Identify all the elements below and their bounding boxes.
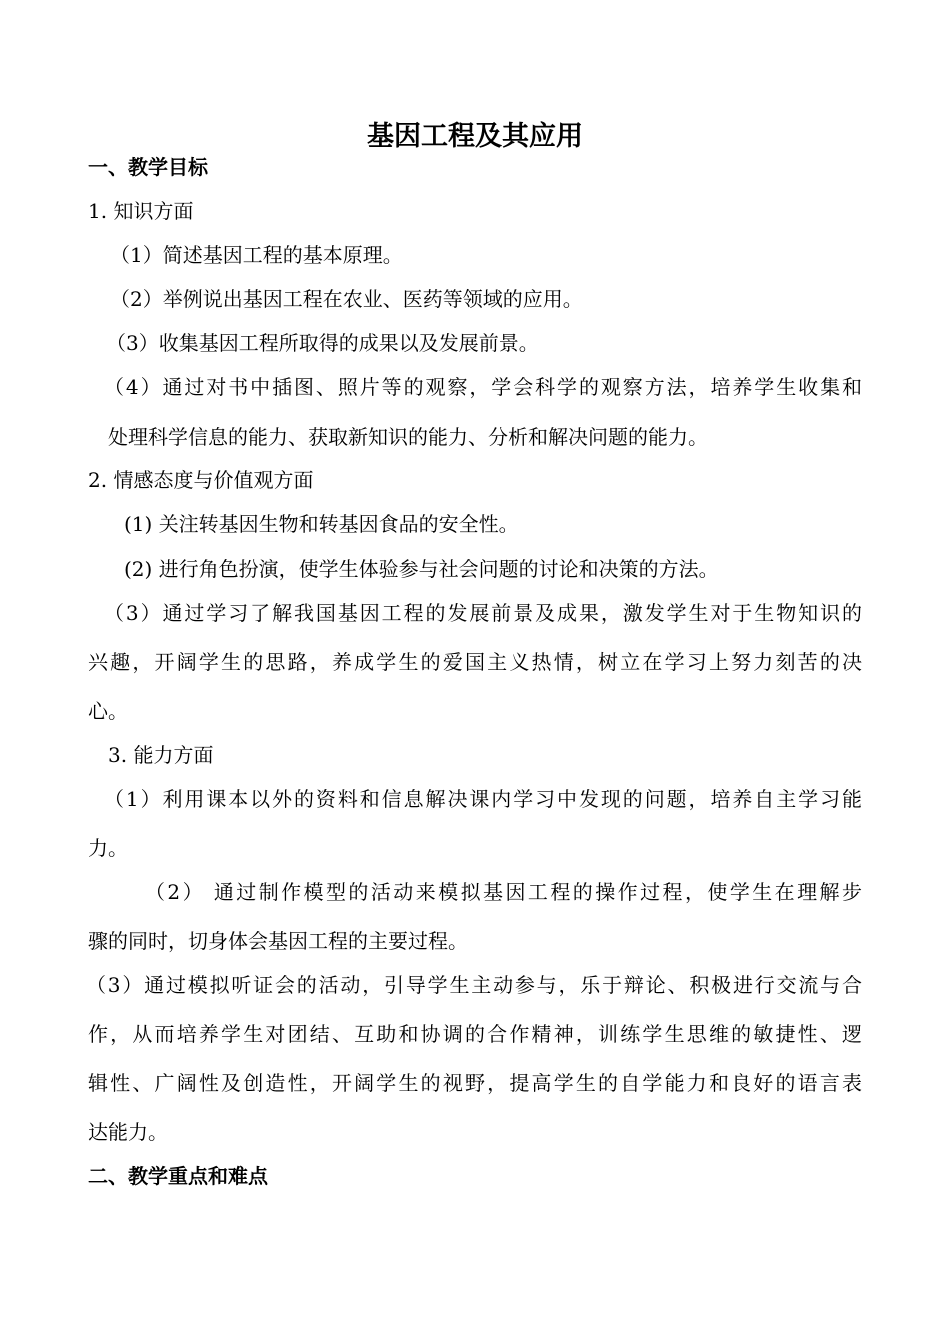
ability-item-1-line-1: （1）利用课本以外的资料和信息解决课内学习中发现的问题，培养自主学习能 bbox=[104, 787, 862, 811]
subheading-knowledge: 1. 知识方面 bbox=[88, 199, 194, 223]
emotion-item-3-line-3: 心。 bbox=[88, 699, 128, 723]
emotion-item-3-line-1: （3）通过学习了解我国基因工程的发展前景及成果，激发学生对于生物知识的 bbox=[104, 601, 862, 625]
ability-item-2-line-1: （2） 通过制作模型的活动来模拟基因工程的操作过程，使学生在理解步 bbox=[145, 880, 862, 904]
document-title: 基因工程及其应用 bbox=[367, 121, 583, 152]
emotion-item-1: (1) 关注转基因生物和转基因食品的安全性。 bbox=[124, 512, 519, 536]
knowledge-item-4-line-1: （4）通过对书中插图、照片等的观察，学会科学的观察方法，培养学生收集和 bbox=[104, 375, 862, 399]
ability-item-3-line-2: 作，从而培养学生对团结、互助和协调的合作精神，训练学生思维的敏捷性、逻 bbox=[88, 1022, 862, 1046]
emotion-item-2: (2) 进行角色扮演，使学生体验参与社会问题的讨论和决策的方法。 bbox=[124, 557, 719, 581]
section-heading-key-points: 二、教学重点和难点 bbox=[88, 1164, 268, 1188]
emotion-item-3-line-2: 兴趣，开阔学生的思路，养成学生的爱国主义热情，树立在学习上努力刻苦的决 bbox=[88, 650, 862, 674]
ability-item-1-line-2: 力。 bbox=[88, 836, 128, 860]
ability-item-3-line-3: 辑性、广阔性及创造性，开阔学生的视野，提高学生的自学能力和良好的语言表 bbox=[88, 1071, 862, 1095]
ability-item-3-line-1: （3）通过模拟听证会的活动，引导学生主动参与，乐于辩论、积极进行交流与合 bbox=[86, 973, 862, 997]
subheading-emotion: 2. 情感态度与价值观方面 bbox=[88, 468, 314, 492]
knowledge-item-2: （2）举例说出基因工程在农业、医药等领域的应用。 bbox=[110, 287, 583, 311]
section-heading-objectives: 一、教学目标 bbox=[88, 155, 208, 179]
knowledge-item-4-line-2: 处理科学信息的能力、获取新知识的能力、分析和解决问题的能力。 bbox=[108, 425, 708, 449]
knowledge-item-1: （1）简述基因工程的基本原理。 bbox=[110, 243, 403, 267]
ability-item-3-line-4: 达能力。 bbox=[88, 1120, 168, 1144]
knowledge-item-3: （3）收集基因工程所取得的成果以及发展前景。 bbox=[106, 331, 539, 355]
ability-item-2-line-2: 骤的同时，切身体会基因工程的主要过程。 bbox=[88, 929, 468, 953]
subheading-ability: 3. 能力方面 bbox=[108, 743, 214, 767]
